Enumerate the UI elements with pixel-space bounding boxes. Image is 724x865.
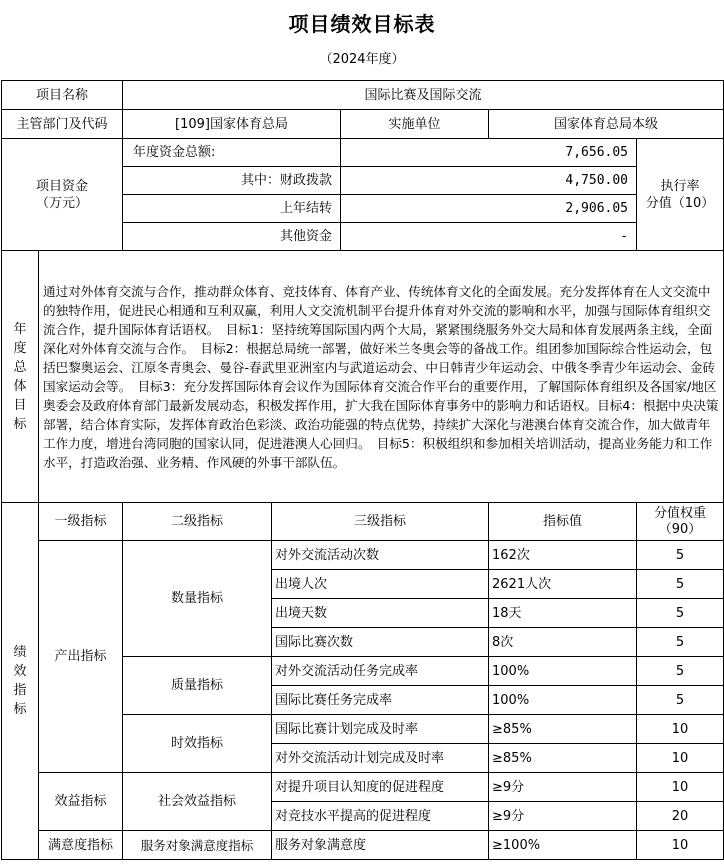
project-name-value: 国际比赛及国际交流 (123, 81, 724, 110)
level3-cell: 国际比赛次数 (272, 628, 489, 657)
header-level2: 二级指标 (123, 503, 272, 541)
level3-cell: 国际比赛任务完成率 (272, 686, 489, 715)
header-level1: 一级指标 (39, 503, 123, 541)
level2-cell: 数量指标 (123, 541, 272, 657)
weight-cell: 10 (637, 715, 724, 744)
funds-total-value: 7,656.05 (341, 139, 637, 167)
weight-cell: 10 (637, 773, 724, 802)
performance-indicators-label: 绩效指标 (2, 503, 39, 860)
level2-cell: 质量指标 (123, 657, 272, 715)
header-value: 指标值 (489, 503, 637, 541)
value-cell: 18天 (489, 599, 637, 628)
weight-cell: 5 (637, 570, 724, 599)
unit-label: 实施单位 (341, 110, 489, 139)
dept-label: 主管部门及代码 (2, 110, 123, 139)
header-weight: 分值权重 （90） (637, 503, 724, 541)
level2-cell: 服务对象满意度指标 (123, 831, 272, 860)
value-cell: ≥85% (489, 744, 637, 773)
header-level3: 三级指标 (272, 503, 489, 541)
weight-cell: 20 (637, 802, 724, 831)
level2-cell: 社会效益指标 (123, 773, 272, 831)
dept-value: [109]国家体育总局 (123, 110, 341, 139)
annual-goal-label: 年度总体目标 (2, 251, 39, 503)
table-row (2, 831, 724, 860)
level1-cell: 效益指标 (39, 773, 123, 831)
weight-cell: 5 (637, 628, 724, 657)
level3-cell: 服务对象满意度 (272, 831, 489, 860)
level1-cell: 产出指标 (39, 541, 123, 773)
funds-other-value: - (341, 223, 637, 251)
page-subtitle: （2024年度） (319, 52, 405, 67)
funds-carryover-value: 2,906.05 (341, 195, 637, 223)
funds-fiscal-label: 其中：财政拨款 (123, 167, 341, 195)
funds-carryover-label: 上年结转 (123, 195, 341, 223)
value-cell: ≥9分 (489, 773, 637, 802)
funds-total-label: 年度资金总额: (123, 139, 341, 167)
level3-cell: 对竞技水平提高的促进程度 (272, 802, 489, 831)
table-row (2, 773, 724, 802)
weight-cell: 5 (637, 599, 724, 628)
annual-goal-text: 通过对外体育交流与合作，推动群众体育、竞技体育、体育产业、传统体育文化的全面发展。充分发挥体育在人文交流中的独特作用，促进民心相通和互利双赢，利用人文交流机制平台提升体育对外交流的影响和水平，加强与国际体育组织交流合作，提升国际体育话语权。 目标1：坚持统筹国际国内两个大局，紧紧围绕服务外交大局和体育发展两条主线，全面深化对外体育交流与合作。 目标2：根据总局统一部署，做好米兰冬奥会等的备战工作。组团参加国际综合性运动会，包括巴黎奥运会、江原冬青奥会、曼谷-春武里亚洲室内与武道运动会、中日韩青少年运动会、中俄冬季青少年运动会、金砖国家运动会等。 目标3：充分发挥国际体育会议作为国际体育交流合作平台的重要作用，了解国际体育组织及各国家/地区奥委会及政府体育部门最新发展动态，积极发挥作用，扩大我在国际体育事务中的影响力和话语权。目标4：根据中央决策部署，结合体育实际，发挥体育政治色彩淡、政治功能强的特点优势，持续扩大深化与港澳台体育交流合作，加大做青年工作力度，增进台湾同胞的国家认同，促进港澳人心回归。 目标5：积极组织和参加相关培训活动，提高业务能力和工作水平，打造政治强、业务精、作风硬的外事干部队伍。 (39, 251, 724, 503)
level2-cell: 时效指标 (123, 715, 272, 773)
page-title: 项目绩效目标表 (288, 12, 436, 36)
value-cell: ≥85% (489, 715, 637, 744)
value-cell: ≥9分 (489, 802, 637, 831)
funds-label: 项目资金 （万元） (2, 139, 123, 251)
performance-target-table (1, 80, 724, 860)
weight-cell: 10 (637, 831, 724, 860)
value-cell: ≥100% (489, 831, 637, 860)
value-cell: 100% (489, 686, 637, 715)
level3-cell: 对外交流活动次数 (272, 541, 489, 570)
level3-cell: 出境天数 (272, 599, 489, 628)
value-cell: 162次 (489, 541, 637, 570)
level3-cell: 国际比赛计划完成及时率 (272, 715, 489, 744)
weight-cell: 5 (637, 686, 724, 715)
project-name-label: 项目名称 (2, 81, 123, 110)
value-cell: 2621人次 (489, 570, 637, 599)
level3-cell: 出境人次 (272, 570, 489, 599)
unit-value: 国家体育总局本级 (489, 110, 724, 139)
table-row (2, 541, 724, 570)
funds-other-label: 其他资金 (123, 223, 341, 251)
weight-cell: 10 (637, 744, 724, 773)
level3-cell: 对外交流活动任务完成率 (272, 657, 489, 686)
funds-fiscal-value: 4,750.00 (341, 167, 637, 195)
level3-cell: 对提升项目认知度的促进程度 (272, 773, 489, 802)
weight-cell: 5 (637, 657, 724, 686)
level1-cell: 满意度指标 (39, 831, 123, 860)
execution-rate-score: 执行率 分值（10） (637, 139, 724, 251)
level3-cell: 对外交流活动计划完成及时率 (272, 744, 489, 773)
value-cell: 100% (489, 657, 637, 686)
weight-cell: 5 (637, 541, 724, 570)
value-cell: 8次 (489, 628, 637, 657)
